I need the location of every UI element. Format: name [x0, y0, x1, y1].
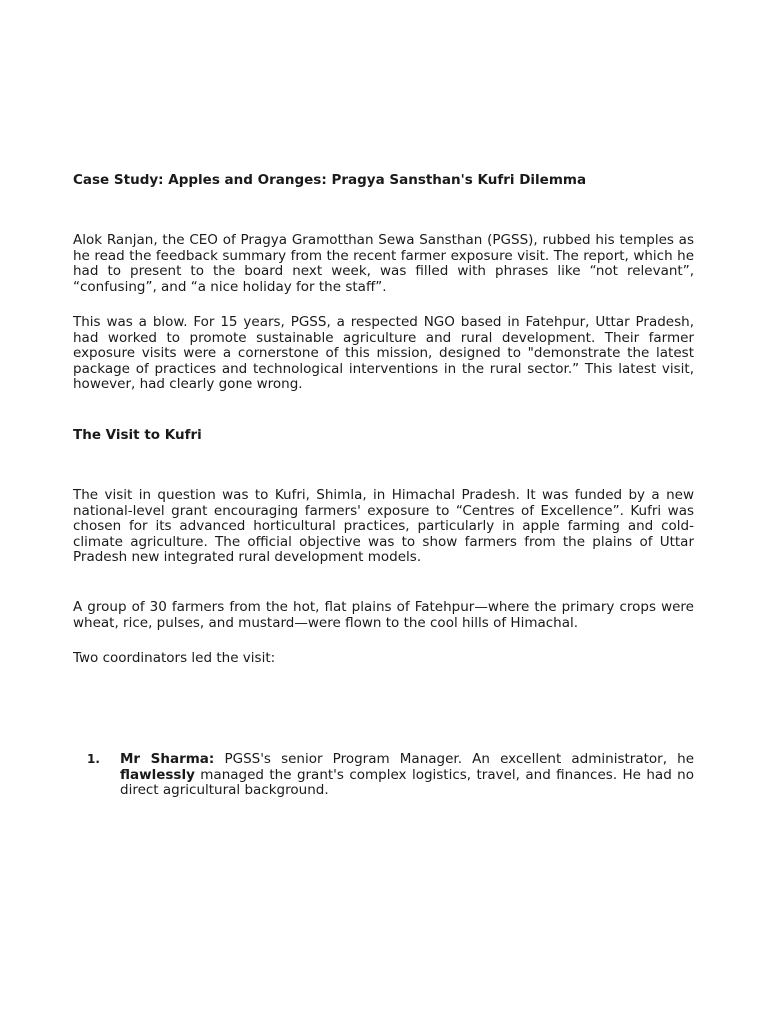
- coordinator-emphasis: flawlessly: [120, 766, 195, 783]
- coordinator-name: Mr Sharma:: [120, 751, 215, 767]
- case-study-title: Case Study: Apples and Oranges: Pragya Sansthan's Kufri Dilemma: [73, 172, 587, 188]
- paragraph-background: This was a blow. For 15 years, PGSS, a respected NGO based in Fatehpur, Uttar Pradesh, had worked to promote sustainable agriculture and rural development. Their farmer exposure visits were a cornerstone of this mission, designed to "demonstrate the latest package of practices and technological interventions in the rural sector.” This latest visit, however, had clearly gone wrong.: [73, 314, 694, 392]
- paragraph-visit-details: The visit in question was to Kufri, Shimla, in Himachal Pradesh. It was funded by a new national-level grant encouraging farmers' exposure to “Centres of Excellence”. Kufri was chosen for its advanced horticultural practices, particularly in apple farming and cold-climate agriculture. The official objective was to show farmers from the plains of Uttar Pradesh new integrated rural development models.: [73, 487, 694, 565]
- paragraph-farmer-group: A group of 30 farmers from the hot, flat plains of Fatehpur—where the primary crops were wheat, rice, pulses, and mustard—were flown to the cool hills of Himachal.: [73, 599, 694, 631]
- list-item: [73, 752, 694, 799]
- section-heading-visit: The Visit to Kufri: [73, 427, 202, 443]
- paragraph-coordinators: Two coordinators led the visit:: [73, 650, 276, 666]
- coordinators-list: [73, 752, 694, 799]
- coordinator-description-a: PGSS's senior Program Manager. An excellent administrator, he: [214, 751, 695, 767]
- list-item-number: 1.: [87, 752, 100, 766]
- paragraph-intro: Alok Ranjan, the CEO of Pragya Gramotthan Sewa Sansthan (PGSS), rubbed his temples as he read the feedback summary from the recent farmer exposure visit. The report, which he had to present to the board next week, was filled with phrases like “not relevant”, “confusing”, and “a nice holiday for the staff”.: [73, 232, 694, 295]
- coordinator-description-b: managed the grant's complex logistics, travel, and finances. He had no direct agricultural background.: [120, 766, 694, 798]
